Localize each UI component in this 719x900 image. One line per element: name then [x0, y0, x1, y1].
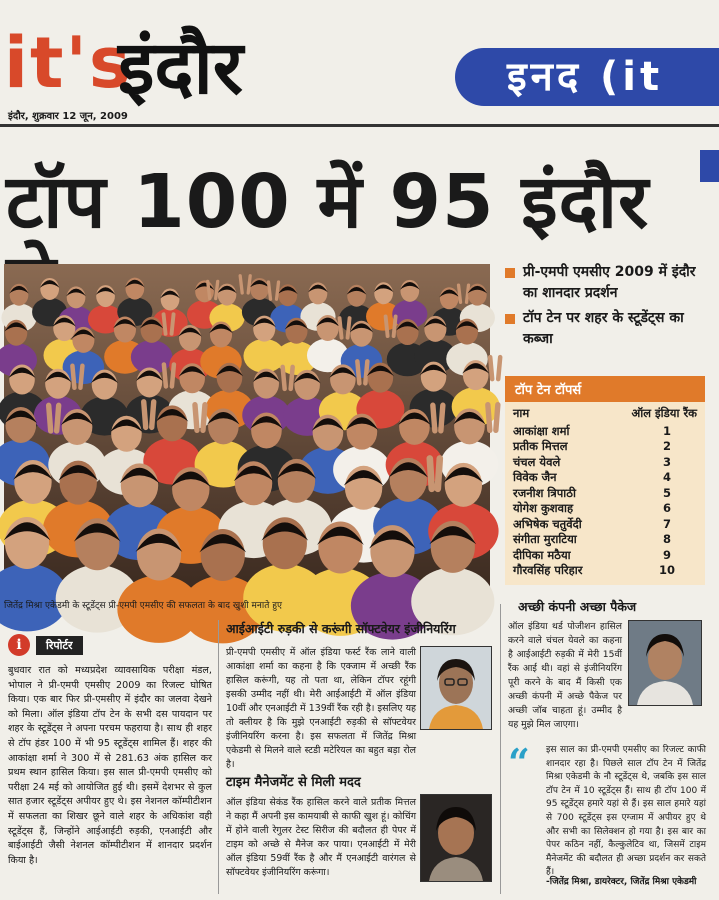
topper-rank: 2	[662, 439, 671, 453]
topper-name: प्रतीक मित्तल	[513, 439, 568, 453]
bullet-text: प्री-एमपी एमसीए 2009 में इंदौर का शानदार प्रदर्शन	[523, 264, 696, 301]
adjacent-article-flag	[700, 150, 719, 182]
story3-heading: अच्छी कंपनी अच्छा पैकेज	[518, 599, 637, 614]
topper-rank: 8	[662, 532, 671, 546]
victory-sign-hand	[490, 357, 500, 379]
masthead	[0, 0, 719, 120]
celebration-photo	[4, 264, 490, 594]
story2-body: ऑल इंडिया सेकंड रैंक हासिल करने वाले प्रतीक मित्तल ने कहा मैं अपनी इस कामयाबी से काफी खुश हूं। कोचिंग में होने वाली रेगुलर टेस्ट सिरीज की बदौलत ही पेपर में टाइम को अच्छे से मैनेज कर पाया। एनआईटी में मेरी ऑल इंडिया 59वीं रैंक है और मैं एनआईटी वारंगल से सॉफ्टवेयर इंजीनियरिंग करूंगा।	[226, 797, 416, 878]
bullet-text: टॉप टेन पर शहर के स्टूडेंट्स का कब्जा	[523, 310, 684, 347]
portrait-chanchal	[628, 620, 702, 706]
top-ten-row	[513, 455, 697, 471]
col-rank-header: ऑल इंडिया रैंक	[631, 406, 697, 420]
top-ten-row	[513, 439, 697, 455]
top-ten-row	[513, 424, 697, 440]
top-ten-row	[513, 517, 697, 533]
topper-rank: 7	[662, 516, 671, 531]
story2-heading: टाइम मैनेजमेंट से मिली मदद	[226, 775, 361, 790]
column-divider	[500, 604, 501, 894]
bullet-item	[505, 308, 705, 350]
bullet-square-icon	[505, 314, 515, 324]
quote-mark-icon: “	[508, 740, 530, 785]
story3-body: ऑल इंडिया थर्ड पोजीशन हासिल करने वाले चंचल येवले का कहना है आईआईटी रुड़की में मेरी 15वीं रैंक आई थी। वहां से इंजीनियरिंग पूरी करने के बाद मैं किसी एक अच्छी कंपनी में अच्छे पैकेज पर अच्छी जॉब चाहता हूं। उम्मीद है यह मुझे मिल जाएगा।	[508, 621, 622, 730]
top-ten-row	[513, 470, 697, 486]
masthead-rule	[0, 124, 719, 127]
top-ten-row	[513, 548, 697, 564]
topper-name: आकांक्षा शर्मा	[513, 423, 570, 438]
quote-attribution: -जितेंद्र मिश्रा, डायरेक्टर, जितेंद्र मिश्रा एकेडमी	[546, 877, 697, 887]
top-ten-table	[505, 402, 705, 585]
top-ten-box	[505, 376, 705, 585]
bullet-item	[505, 262, 705, 304]
highlight-bullets	[505, 262, 705, 354]
topper-name: संगीता मुराटिया	[513, 532, 577, 546]
quote-body: इस साल का प्री-एमपी एमसीए का रिजल्ट काफी शानदार रहा है। पिछले साल टॉप टेन में जितेंद्र मिश्रा एकेडमी के नौ स्टूडेंट्स थे, जबकि इस साल टॉप टेन में 10 स्टूडेंट्स हैं। साथ ही टॉप 100 में 95 स्टूडेंट्स हमारे यहां से हैं। इस साल हमारे यहां से 700 स्टूडेंट्स इस एग्जाम में अपीयर हुए थे और सभी का सिलेक्शन हो गया है। इस बार का पेपर कठिन नहीं, कैल्कुलेटिव था, जिसमें टाइम मैनेजमेंट की बदौलत ही अच्छा प्रदर्शन कर सकते हैं।	[546, 745, 706, 878]
top-ten-row	[513, 532, 697, 548]
portrait-prateek	[420, 794, 492, 882]
topper-rank: 4	[662, 470, 671, 484]
topper-rank: 3	[662, 454, 671, 469]
main-story-body: बुधवार रात को मध्यप्रदेश व्यावसायिक परीक्षा मंडल, भोपाल ने प्री-एमपी एमसीए 2009 का रिजल्ट घोषित किया। एक बार फिर प्री-एमसीए में इंदौर का जलवा देखने को मिला। ऑल इंडिया टॉप टेन के सभी दस पायदान पर शहर के स्टूडेंट्स ने अपना परचम फहराया है। साथ ही शहर से टॉप हंडर 100 में भी 95 स्टूडेंट्स शामिल हैं। शहर की आकांक्षा शर्मा ने 300 में से 281.63 अंक हासिल कर प्रथम स्थान हासिल किया। इस साल प्री-एमपी एमसीए को परीक्षा 24 मई को आयोजित हुई थी। इसमें देशभर से कुल सात हजार स्टूडेंट्स अपीयर हुए थे। इस नेशनल कॉम्पीटीशन में सफलता का शिखर छूने वाले शहर के अधिकांश वही स्टूडेंट्स हैं, जिन्होंने आईआईटी रुड़की, एनआईटी और बाईआईटी जैसी नेशनल कॉम्पीटीशन में शानदार प्रदर्शन किया है।	[8, 665, 212, 866]
masthead-banner: इनद (it	[455, 48, 719, 106]
topper-rank: 10	[658, 563, 675, 577]
story1-body: प्री-एमपी एमसीए में ऑल इंडिया फर्स्ट रैंक लाने वाली आकांक्षा शर्मा का कहना है कि एक्जाम में अच्छी रैंक हासिल करूंगी, यह तो पता था, लेकिन टॉपर रहूंगी इसकी उम्मीद नहीं थी। मेरी आईआईटी में ऑल इंडिया 10वीं और एनआईटी में 139वीं रैंक रही है। इसलिए यह तो क्लीयर है कि मुझे एनआईटी रुड़की से सॉफ्टवेयर इंजीनियरिंग करना है। इस सफलता में जितेंद्र मिश्रा एकेडमी से मिलने वाले स्टडी मटेरियल का बहुत बड़ा रोल है।	[226, 647, 416, 770]
photo-caption: जितेंद्र मिश्रा एकेडमी के स्टूडेंट्स प्री-एमपी एमसीए की सफलता के बाद खुशी मनाते हुए	[4, 601, 282, 611]
brand-logo	[4, 22, 133, 104]
info-icon: i	[8, 634, 30, 656]
portrait-akanksha	[420, 646, 492, 730]
top-ten-row	[513, 563, 697, 579]
topper-rank: 1	[662, 423, 671, 438]
topper-rank: 5	[662, 485, 671, 500]
col-name-header: नाम	[513, 406, 530, 420]
top-ten-title: टॉप टेन टॉपर्स	[505, 376, 705, 402]
top-ten-row	[513, 486, 697, 502]
topper-name: रजनीश त्रिपाठी	[513, 485, 576, 500]
bullet-square-icon	[505, 268, 515, 278]
topper-rank: 9	[662, 547, 671, 562]
person-portrait-icon	[629, 621, 701, 705]
story1-heading: आईआईटी रुड़की से करूंगी सॉफ्टवेयर इंजीनियरिंग	[226, 621, 456, 636]
top-ten-header	[513, 406, 697, 422]
topper-name: चंचल येवले	[513, 454, 561, 469]
top-ten-row	[513, 501, 697, 517]
topper-name: अभिषेक चतुर्वेदी	[513, 516, 582, 531]
topper-rank: 6	[662, 501, 671, 515]
reporter-tag	[8, 634, 83, 656]
top-ten-rows	[513, 424, 697, 579]
brand-logo-text: it's	[4, 22, 133, 104]
person-portrait-icon	[421, 795, 491, 881]
reporter-label: रिपोर्टर	[36, 636, 83, 655]
topper-name: विवेक जैन	[513, 470, 557, 484]
topper-name: दीपिका मठैया	[513, 547, 571, 562]
city-logo: इंदौर	[118, 25, 244, 111]
person-portrait-icon	[421, 647, 491, 729]
topper-name: योगेश कुशवाह	[513, 501, 574, 515]
column-divider	[218, 620, 219, 894]
topper-name: गौरवसिंह परिहार	[513, 563, 583, 577]
headline: टॉप 100 में 95 इंदौर	[6, 159, 650, 245]
dateline: इंदौर, शुक्रवार 12 जून, 2009	[8, 111, 128, 122]
crowd-illustration	[4, 264, 490, 594]
